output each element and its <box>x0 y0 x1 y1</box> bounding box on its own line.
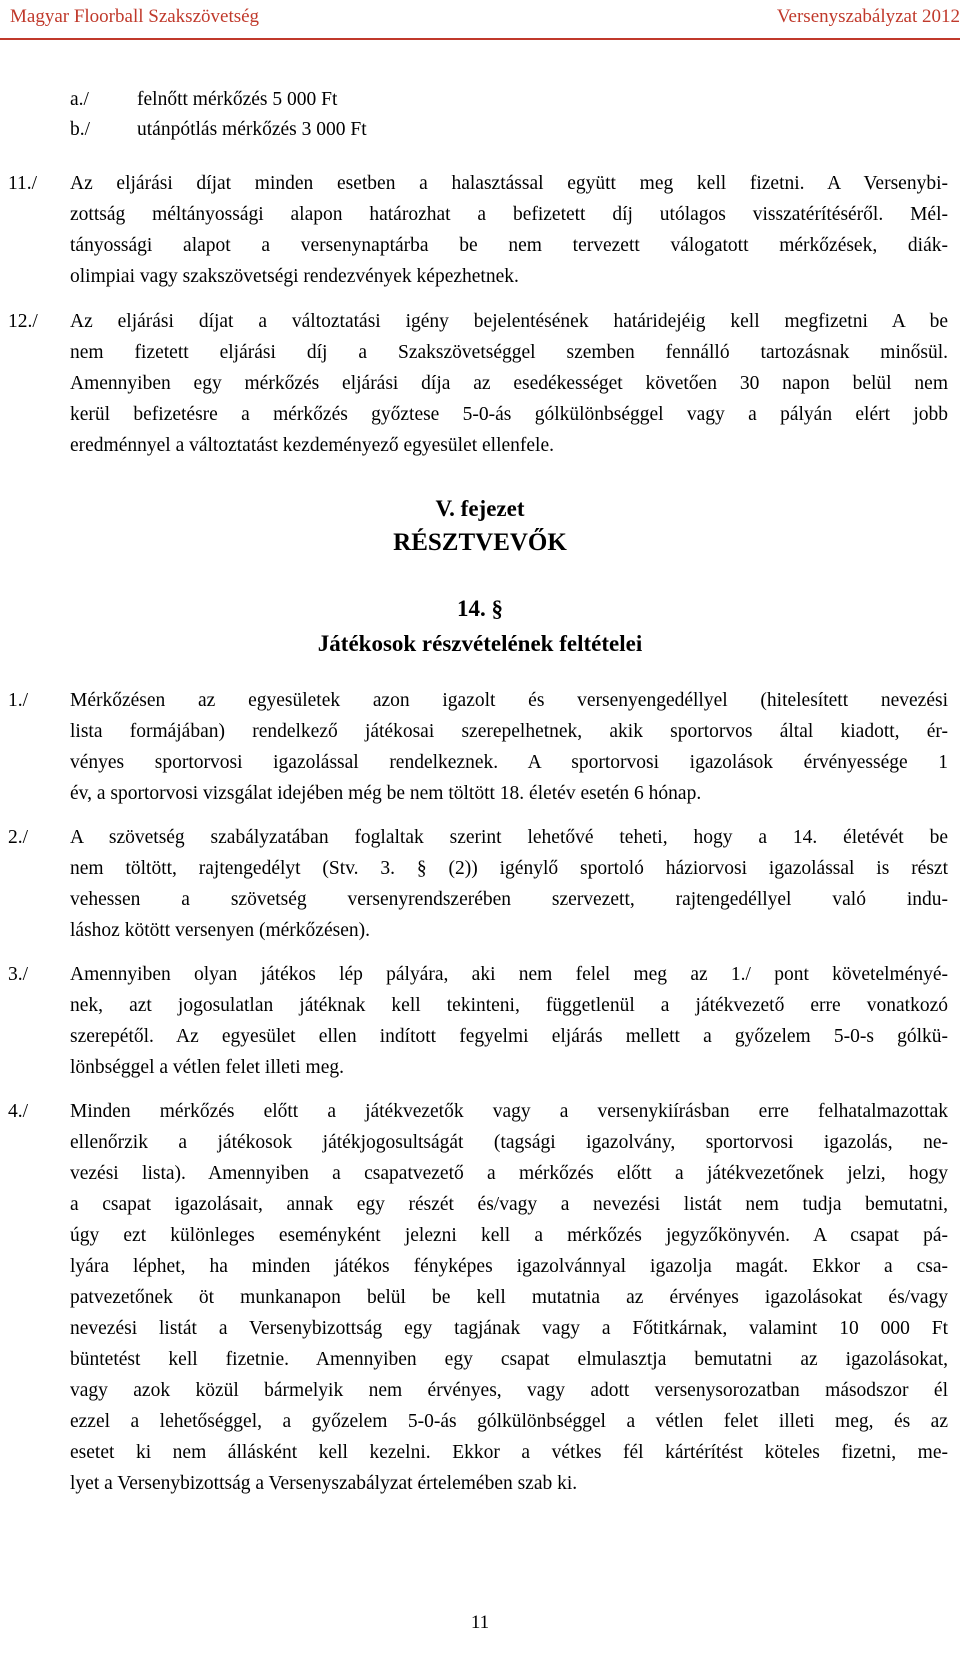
paragraph-line: Az eljárási díjat minden esetben a halasztással együtt meg kell fizetni. A Versenybi- <box>70 173 948 194</box>
paragraph-line: Mérkőzésen az egyesületek azon igazolt és versenyengedéllyel (hitelesített nevezési <box>70 690 948 711</box>
paragraph-line: büntetést kell fizetnie. Amennyiben egy csapat elmulasztja bemutatni az igazolásokat, <box>70 1349 948 1370</box>
paragraph-line: ellenőrzik a játékosok játékjogosultságát (tagsági igazolvány, sportorvosi igazolás, ne- <box>70 1132 948 1153</box>
header-divider <box>0 38 960 40</box>
item-number: 1./ <box>8 690 29 711</box>
paragraph-line: esetet ki nem állásként kell kezelni. Ekkor a vétkes fél kártérítést köteles fizetni, me- <box>70 1442 948 1463</box>
paragraph-line: lönbséggel a vétlen felet illeti meg. <box>70 1057 344 1078</box>
header-organization: Magyar Floorball Szakszövetség <box>10 6 260 27</box>
item-paragraph <box>70 1096 948 1499</box>
paragraph-line: Az eljárási díjat a változtatási igény bejelentésének határidejéig kell megfizetni A be <box>70 311 948 332</box>
fee-text-b: utánpótlás mérkőzés 3 000 Ft <box>137 119 367 140</box>
item-number: 11./ <box>8 173 38 194</box>
item-paragraph <box>70 306 948 461</box>
paragraph-line: vehessen a szövetség versenyrendszerében szervezett, rajtengedéllyel való indu- <box>70 889 948 910</box>
section-title: Játékosok részvételének feltételei <box>317 631 643 656</box>
paragraph-line: kerül befizetésre a mérkőzés győztese 5-0-ás gólkülönbséggel vagy a pályán elért jobb <box>70 404 948 425</box>
item-number: 4./ <box>8 1101 29 1122</box>
paragraph-line: ezzel a lehetőséggel, a győzelem 5-0-ás gólkülönbséggel a vétlen felet illeti meg, és az <box>70 1411 948 1432</box>
item-paragraph <box>70 959 948 1083</box>
paragraph-line: Amennyiben egy mérkőzés eljárási díja az esedékességet követően 30 napon belül nem <box>70 373 948 394</box>
item-paragraph <box>70 822 948 946</box>
section-number: 14. § <box>457 596 503 621</box>
paragraph-line: úgy ezt különleges eseményként jelezni kell a mérkőzés jegyzőkönyvén. A csapat pá- <box>70 1225 948 1246</box>
page-header <box>0 6 960 40</box>
item-paragraph <box>70 168 948 292</box>
item-number: 12./ <box>8 311 38 332</box>
item-number: 3./ <box>8 964 29 985</box>
paragraph-line: nevezési listát a Versenybizottság egy tagjának vagy a Főtitkárnak, valamint 10 000 Ft <box>70 1318 948 1339</box>
paragraph-line: nek, azt jogosulatlan játéknak kell tekinteni, függetlenül a játékvezető erre vonatkozó <box>70 995 948 1016</box>
paragraph-line: nem fizetett eljárási díj a Szakszövetséggel szemben fennálló tartozásnak minősül. <box>70 342 948 363</box>
paragraph-line: zottság méltányossági alapon határozhat a befizetett díj utólagos visszatérítéséről. Mél- <box>70 204 948 225</box>
paragraph-line: A szövetség szabályzatában foglaltak szerint lehetővé teheti, hogy a 14. életévét be <box>70 827 948 848</box>
paragraph-line: olimpiai vagy szakszövetségi rendezvények képezhetnek. <box>70 266 519 287</box>
paragraph-line: patvezetőnek öt munkanapon belül be kell mutatnia az érvényes igazolásokat és/vagy <box>70 1287 948 1308</box>
chapter-number: V. fejezet <box>435 496 525 521</box>
page-number: 11 <box>470 1612 490 1633</box>
paragraph-line: láshoz kötött versenyen (mérkőzésen). <box>70 920 370 941</box>
paragraph-line: Minden mérkőzés előtt a játékvezetők vagy a versenykiírásban erre felhatalmazottak <box>70 1101 948 1122</box>
paragraph-line: lyet a Versenybizottság a Versenyszabályzat értelemében szab ki. <box>70 1473 578 1494</box>
paragraph-line: szerepétől. Az egyesület ellen indított fegyelmi eljárás mellett a győzelem 5-0-s gólkü- <box>70 1026 948 1047</box>
paragraph-line: eredménnyel a változtatást kezdeményező egyesület ellenfele. <box>70 435 555 456</box>
paragraph-line: a csapat igazolásait, annak egy részét és/vagy a nevezési listát nem tudja bemutatni, <box>70 1194 948 1215</box>
paragraph-line: év, a sportorvosi vizsgálat idejében még be nem töltött 18. életév esetén 6 hónap. <box>70 783 702 804</box>
fee-label-a: a./ <box>70 89 89 110</box>
item-paragraph <box>70 685 948 809</box>
paragraph-line: vagy azok közül bármelyik nem érvényes, vagy adott versenysorozatban másodszor él <box>70 1380 948 1401</box>
header-document-title: Versenyszabályzat 2012 <box>776 6 960 27</box>
chapter-title: RÉSZTVEVŐK <box>393 529 567 556</box>
paragraph-line: vezési lista). Amennyiben a csapatvezető a mérkőzés előtt a játékvezetőnek jelzi, hogy <box>70 1163 948 1184</box>
paragraph-line: tányossági alapot a versenynaptárba be nem tervezett válogatott mérkőzések, diák- <box>70 235 948 256</box>
paragraph-line: Amennyiben olyan játékos lép pályára, aki nem felel meg az 1./ pont követelményé- <box>70 964 948 985</box>
fee-label-b: b./ <box>70 119 91 140</box>
item-number: 2./ <box>8 827 29 848</box>
fee-text-a: felnőtt mérkőzés 5 000 Ft <box>137 89 338 110</box>
paragraph-line: lista formájában) rendelkező játékosai szerepelhetnek, akik sportorvos által kiadott, ér- <box>70 721 948 742</box>
paragraph-line: nem töltött, rajtengedélyt (Stv. 3. § (2)) igénylő sportoló háziorvosi igazolással is részt <box>70 858 948 879</box>
paragraph-line: vényes sportorvosi igazolással rendelkeznek. A sportorvosi igazolások érvényessége 1 <box>70 752 948 773</box>
paragraph-line: lyára léphet, ha minden játékos fényképes igazolvánnyal igazolja magát. Ekkor a csa- <box>70 1256 948 1277</box>
